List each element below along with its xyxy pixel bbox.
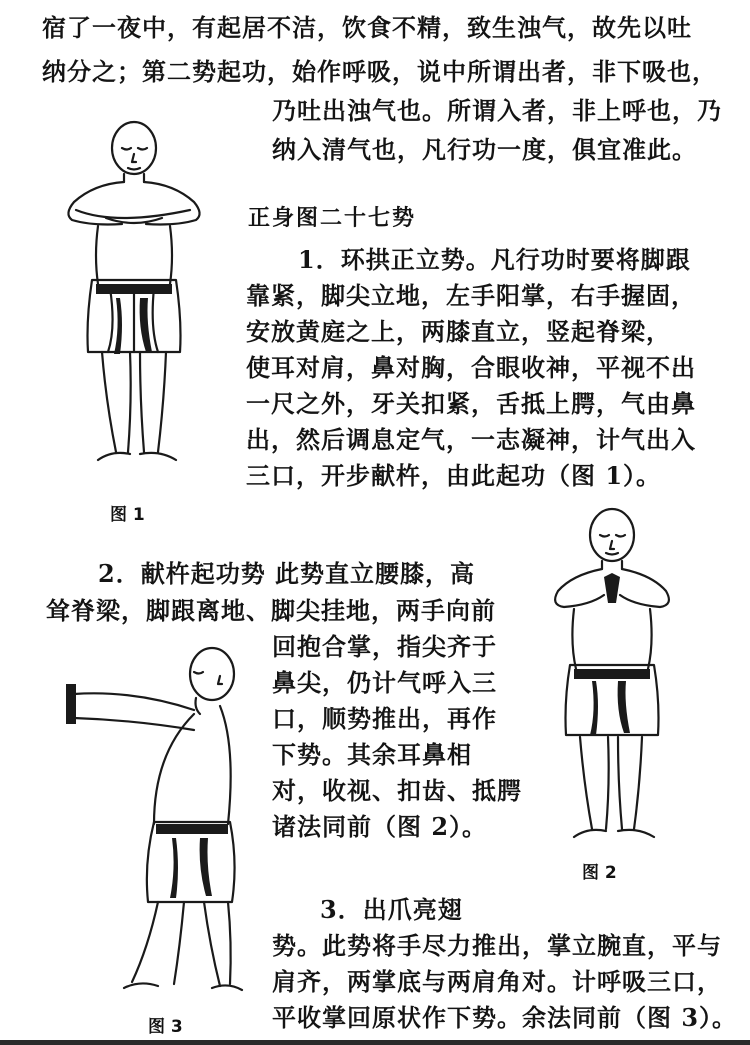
item2-line-2: 耸脊梁，脚跟离地、脚尖挂地，两手向前 [46,596,496,625]
item3-line-3: 肩齐，两掌底与两肩角对。计呼吸三口， [272,967,722,996]
item2-line-8: 诸法同前（图 2）。 [272,812,488,841]
figure-1-caption: 图 1 [110,505,145,525]
text-line-1: 宿了一夜中，有起居不洁，饮食不精，致生浊气，故先以吐 [42,13,692,42]
text-line-2: 纳分之；第二势起功，始作呼吸，说中所谓出者，非下吸也， [42,57,717,86]
item1-line-7: 三口，开步献杵，由此起功（图 1）。 [246,461,662,490]
item2-line-1: 2．献杵起功势 此势直立腰膝，高 [98,559,476,588]
item2-line-7: 对，收视、扣齿、抵腭 [272,776,522,805]
item1-line-6: 出，然后调息定气，一志凝神，计气出入 [246,425,696,454]
item2-line-5: 口，顺势推出，再作 [272,704,497,733]
item3-line-4: 平收掌回原状作下势。余法同前（图 3）。 [272,1003,738,1032]
text-line-4: 纳入清气也，凡行功一度，俱宜准此。 [272,135,697,164]
figure-3-caption: 图 3 [148,1017,183,1037]
item2-line-4: 鼻尖，仍计气呼入三 [272,668,497,697]
figure-1-illustration [36,118,226,488]
figure-2-caption: 图 2 [582,863,617,883]
item1-line-2: 靠紧，脚尖立地，左手阳掌，右手握固， [246,281,696,310]
figure-3-illustration [44,640,264,1005]
item1-line-1: 1．环拱正立势。凡行功时要将脚跟 [298,245,691,274]
item1-line-5: 一尺之外，牙关扣紧，舌抵上腭，气由鼻 [246,389,696,418]
item1-line-4: 使耳对肩，鼻对胸，合眼收神，平视不出 [246,353,696,382]
page-bottom-border [0,1040,750,1045]
text-line-3: 乃吐出浊气也。所谓入者，非上呼也，乃 [272,96,722,125]
item3-line-1: 3．出爪亮翅 [320,895,463,924]
section-heading: 正身图二十七势 [248,205,417,231]
figure-2-illustration [520,505,700,855]
item2-line-6: 下势。其余耳鼻相 [272,740,472,769]
item3-line-2: 势。此势将手尽力推出，掌立腕直，平与 [272,931,722,960]
item1-line-3: 安放黄庭之上，两膝直立，竖起脊梁， [246,317,671,346]
item2-line-3: 回抱合掌，指尖齐于 [272,632,497,661]
